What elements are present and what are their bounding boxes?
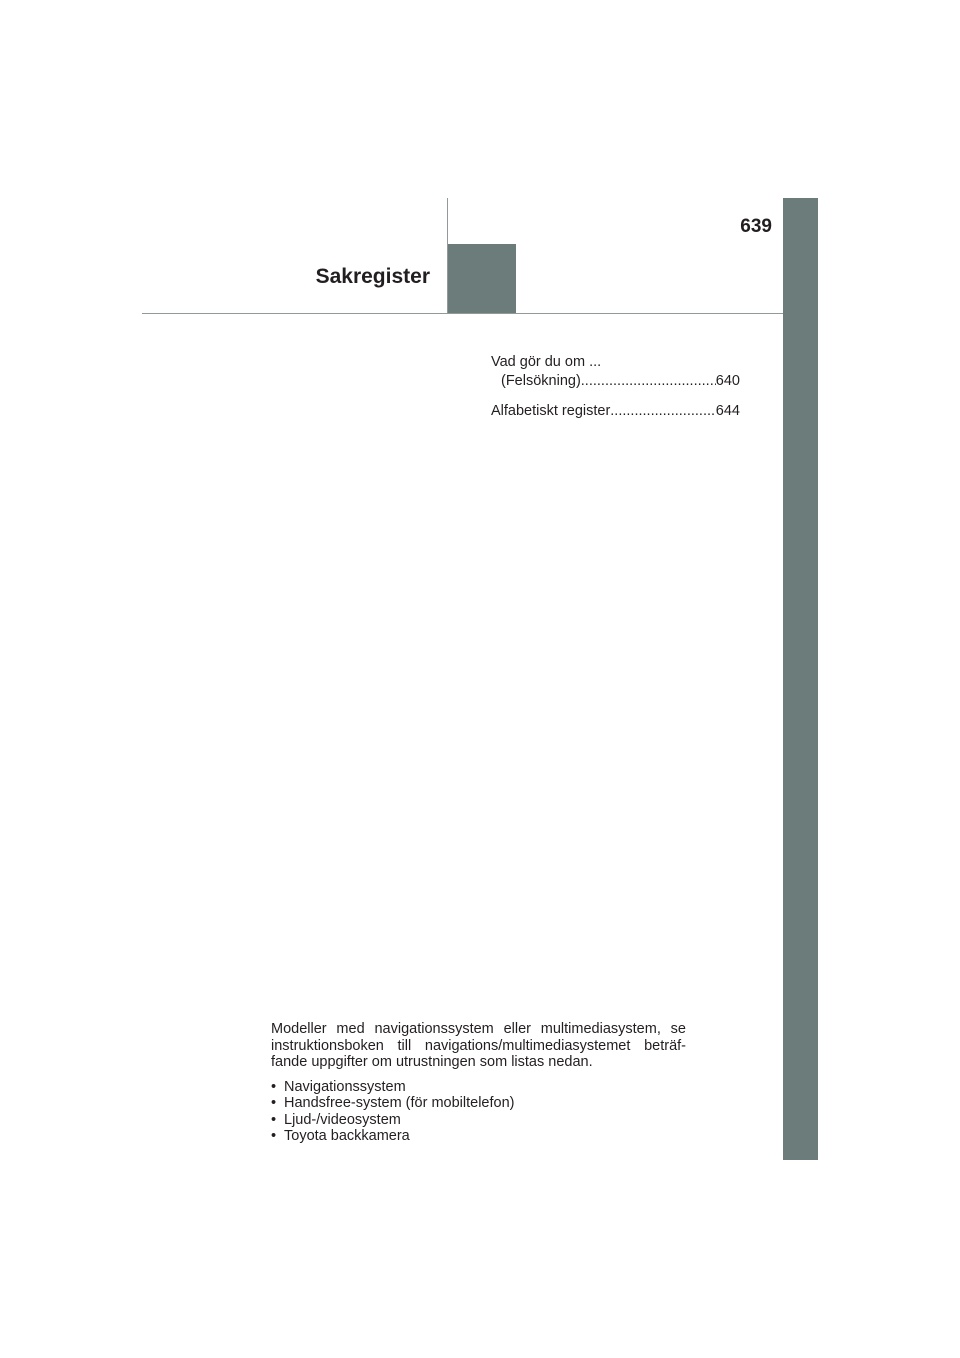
- toc-entry-subtitle: (Felsökning): [501, 373, 581, 389]
- list-item: • Toyota backkamera: [271, 1128, 686, 1145]
- multimedia-note: [271, 1021, 686, 1145]
- table-of-contents: [491, 353, 740, 432]
- toc-entry-title: Vad gör du om ...: [491, 354, 602, 370]
- toc-entry-title: Alfabetiskt register: [491, 403, 611, 419]
- toc-leader-dots: [610, 402, 716, 421]
- header-rule: [142, 313, 783, 314]
- list-item: • Ljud-/videosystem: [271, 1112, 686, 1129]
- toc-page-number: 640: [715, 373, 740, 389]
- note-paragraph: Modeller med navigationssystem eller multimediasystem, se instruktionsboken till navigations/multimediasystemet beträf- fande uppgifter om utrustningen som listas nedan.: [271, 1021, 686, 1070]
- header-color-block: [448, 244, 516, 313]
- toc-page-number: 644: [715, 403, 740, 419]
- section-title: Sakregister: [315, 265, 430, 288]
- page-number: 639: [740, 216, 772, 237]
- toc-entry-index[interactable]: [491, 402, 740, 421]
- list-item: • Handsfree-system (för mobiltelefon): [271, 1095, 686, 1112]
- list-item: • Navigationssystem: [271, 1079, 686, 1096]
- toc-entry-troubleshooting[interactable]: [491, 353, 740, 391]
- toc-leader-dots: [581, 372, 716, 391]
- chapter-tab: [783, 198, 818, 1160]
- equipment-list: [271, 1079, 686, 1145]
